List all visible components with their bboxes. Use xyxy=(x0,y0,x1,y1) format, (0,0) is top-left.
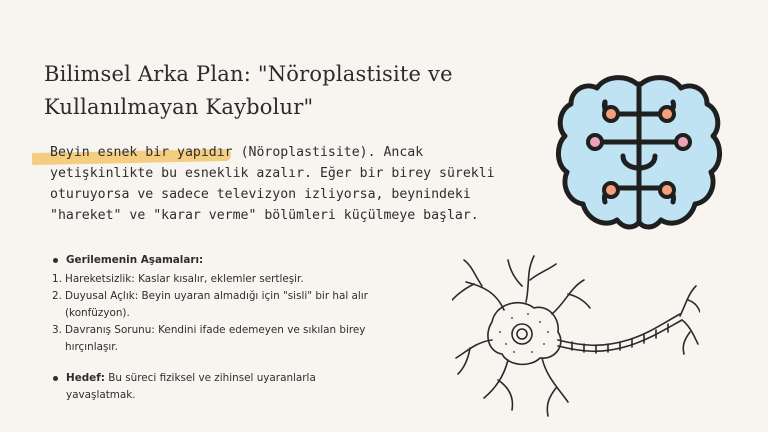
intro-paragraph xyxy=(50,142,530,226)
stage-number: 2. xyxy=(52,290,62,302)
bullet-dot xyxy=(53,258,58,263)
neuron-illustration xyxy=(452,252,700,420)
intro-text: (Nöroplastisite). Ancak yetişkinlikte bu esneklik azalır. Eğer bir birey sürekli oturuyorsa ve sadece televizyon izliyorsa, beynindeki "hareket" ve "karar verme" bölümleri küçülmeye başlar. xyxy=(50,145,495,223)
stage-text: Davranış Sorunu: Kendini ifade edemeyen ve sıkılan birey hırçınlaşır. xyxy=(65,324,366,353)
stage-number: 3. xyxy=(52,324,62,336)
stages-list xyxy=(52,271,382,356)
brain-icon xyxy=(555,72,723,236)
stages-bullet xyxy=(52,252,382,269)
bullet-dot xyxy=(53,376,58,381)
stage-text: Duyusal Açlık: Beyin uyaran almadığı için "sisli" bir hal alır (konfüzyon). xyxy=(65,290,368,319)
goal-bullet xyxy=(52,370,382,403)
slide-title: Bilimsel Arka Plan: "Nöroplastisite ve Kullanılmayan Kaybolur" xyxy=(44,62,453,119)
stage-number: 1. xyxy=(52,272,62,285)
stage-item xyxy=(52,271,382,288)
goal-label: Hedef: xyxy=(66,372,105,384)
stage-item xyxy=(52,288,382,321)
stages-heading: Gerilemenin Aşamaları: xyxy=(66,254,204,266)
goal-text: Bu süreci fiziksel ve zihinsel uyaranlarla yavaşlatmak. xyxy=(66,372,316,401)
intro-highlight: Beyin esnek bir yapıdır xyxy=(50,145,233,160)
stage-text: Hareketsizlik: Kaslar kısalır, eklemler sertleşir. xyxy=(65,272,304,285)
content-list xyxy=(52,252,382,403)
stage-item xyxy=(52,322,382,355)
